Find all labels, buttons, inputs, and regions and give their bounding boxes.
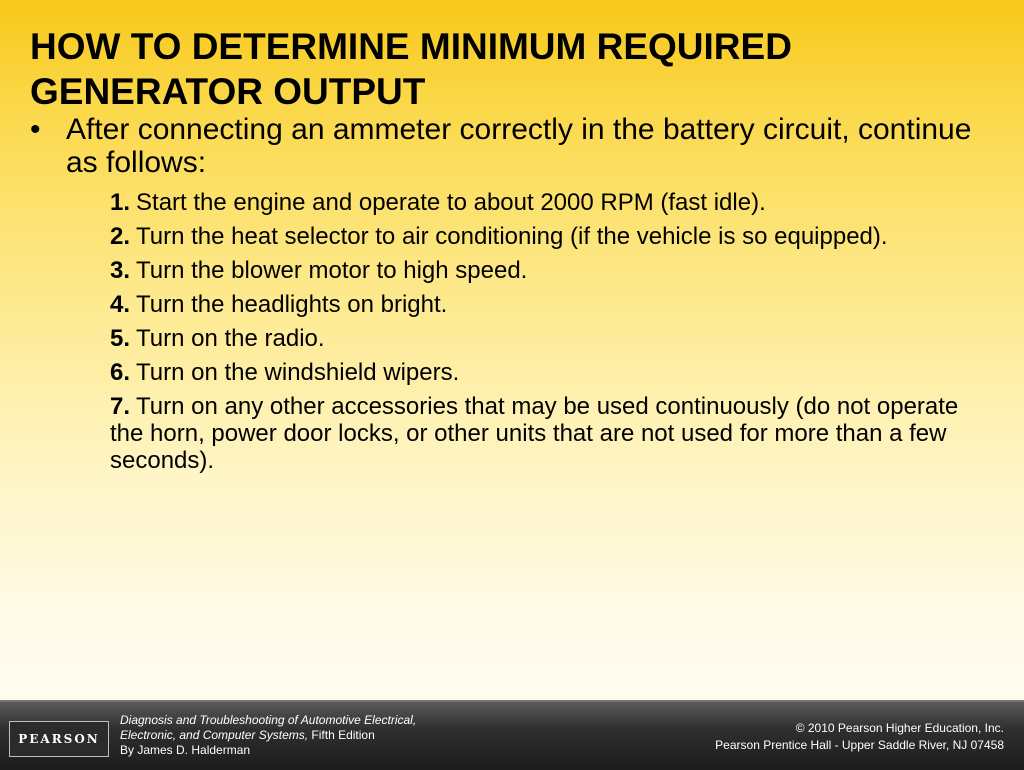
book-title-line2: Electronic, and Computer Systems, xyxy=(120,728,309,742)
copyright-line1: © 2010 Pearson Higher Education, Inc. xyxy=(795,721,1004,735)
step-item xyxy=(110,189,990,216)
step-item xyxy=(110,257,990,284)
pearson-logo: PEARSON xyxy=(9,721,109,757)
slide-title: HOW TO DETERMINE MINIMUM REQUIRED GENERATOR OUTPUT xyxy=(30,26,792,112)
step-text: Turn on the windshield wipers. xyxy=(136,359,460,386)
step-text: Turn the headlights on bright. xyxy=(136,291,448,318)
step-text: Turn on any other accessories that may be used continuously (do not operate the horn, power door locks, or other units that are not used for more than a few seconds). xyxy=(110,393,959,474)
step-number: 7. xyxy=(110,393,131,420)
bullet-text: After connecting an ammeter correctly in the battery circuit, continue as follows: xyxy=(66,113,972,179)
step-list xyxy=(30,189,990,474)
step-number: 6. xyxy=(110,359,131,386)
step-item xyxy=(110,223,990,250)
step-text: Turn the heat selector to air conditioning (if the vehicle is so equipped). xyxy=(136,223,888,250)
step-text: Start the engine and operate to about 2000 RPM (fast idle). xyxy=(136,189,766,216)
book-author: By James D. Halderman xyxy=(120,743,251,757)
step-text: Turn the blower motor to high speed. xyxy=(136,257,528,284)
book-edition: Fifth Edition xyxy=(308,728,375,742)
step-item xyxy=(110,291,990,318)
step-number: 1. xyxy=(110,189,131,216)
step-item xyxy=(110,359,990,386)
step-text: Turn on the radio. xyxy=(136,325,325,352)
book-title-line1: Diagnosis and Troubleshooting of Automotive Electrical, xyxy=(120,713,417,727)
step-item xyxy=(110,393,990,474)
copyright xyxy=(584,720,1004,754)
step-number: 2. xyxy=(110,223,131,250)
step-number: 4. xyxy=(110,291,131,318)
book-info xyxy=(120,713,520,758)
bullet-icon: • xyxy=(30,113,41,146)
step-item xyxy=(110,325,990,352)
step-number: 5. xyxy=(110,325,131,352)
step-number: 3. xyxy=(110,257,131,284)
slide-body xyxy=(30,113,990,481)
bullet-item xyxy=(30,113,990,179)
copyright-line2: Pearson Prentice Hall - Upper Saddle River, NJ 07458 xyxy=(715,738,1004,752)
footer-bar xyxy=(0,700,1024,770)
